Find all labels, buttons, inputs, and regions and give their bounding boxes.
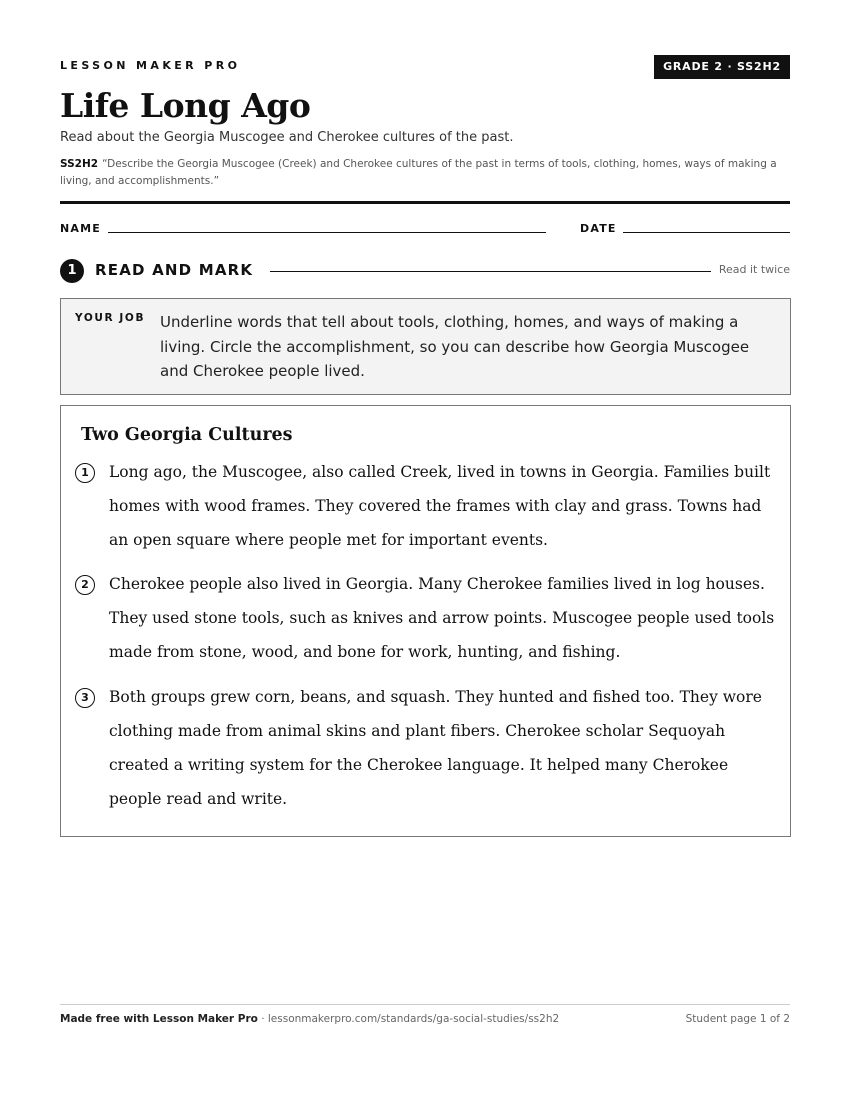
page-indicator: Student page 1 of 2 — [685, 1013, 790, 1025]
paragraph-text: Long ago, the Muscogee, also called Creek, lived in towns in Georgia. Families built homes with wood frames. They covered the frames with clay and grass. Towns had an open square where people met for important events. — [109, 463, 771, 549]
standard-text: “Describe the Georgia Muscogee (Creek) and Cherokee cultures of the past in terms of tools, clothing, homes, ways of making a living, and accomplishments.” — [60, 158, 777, 187]
standard-code: SS2H2 — [60, 158, 99, 170]
passage-title: Two Georgia Cultures — [81, 425, 293, 445]
page-title: Life Long Ago — [60, 86, 311, 125]
paragraph-number: 1 — [75, 463, 95, 483]
name-label: NAME — [60, 222, 101, 235]
section-title: READ AND MARK — [95, 261, 254, 279]
section-divider — [270, 271, 711, 272]
job-instructions: Underline words that tell about tools, clothing, homes, and ways of making a living. Circle the accomplishment, so you can describe how Georgia Muscogee and Cherokee people lived. — [160, 313, 750, 380]
brand-name: LESSON MAKER PRO — [60, 59, 241, 72]
header-divider — [60, 201, 790, 204]
reading-passage — [60, 405, 791, 837]
standard-description — [60, 156, 794, 190]
paragraph-number: 2 — [75, 575, 95, 595]
section-note: Read it twice — [718, 263, 790, 276]
footer-made-with: Made free with Lesson Maker Pro — [60, 1013, 258, 1025]
grade-badge: GRADE 2 · SS2H2 — [654, 55, 790, 79]
job-box — [60, 298, 791, 395]
paragraph-text: Both groups grew corn, beans, and squash. They hunted and fished too. They wore clothing made from animal skins and plant fibers. Cherokee scholar Sequoyah created a writing system for the Cherokee language. It helped many Cherokee people read and write. — [109, 688, 762, 808]
page-subtitle: Read about the Georgia Muscogee and Cherokee cultures of the past. — [60, 130, 514, 145]
footer-url[interactable]: · lessonmakerpro.com/standards/ga-social-studies/ss2h2 — [257, 1013, 560, 1025]
paragraph-text: Cherokee people also lived in Georgia. Many Cherokee families lived in log houses. They used stone tools, such as knives and arrow points. Muscogee people used tools made from stone, wood, and bone for work, hunting, and fishing. — [109, 575, 775, 661]
footer-credit — [60, 1013, 559, 1025]
date-line[interactable] — [623, 232, 790, 233]
date-label: DATE — [580, 222, 617, 235]
section-number-badge: 1 — [60, 259, 84, 283]
paragraph-number: 3 — [75, 688, 95, 708]
job-label: YOUR JOB — [75, 312, 146, 324]
name-line[interactable] — [108, 232, 546, 233]
footer-divider — [60, 1004, 790, 1005]
